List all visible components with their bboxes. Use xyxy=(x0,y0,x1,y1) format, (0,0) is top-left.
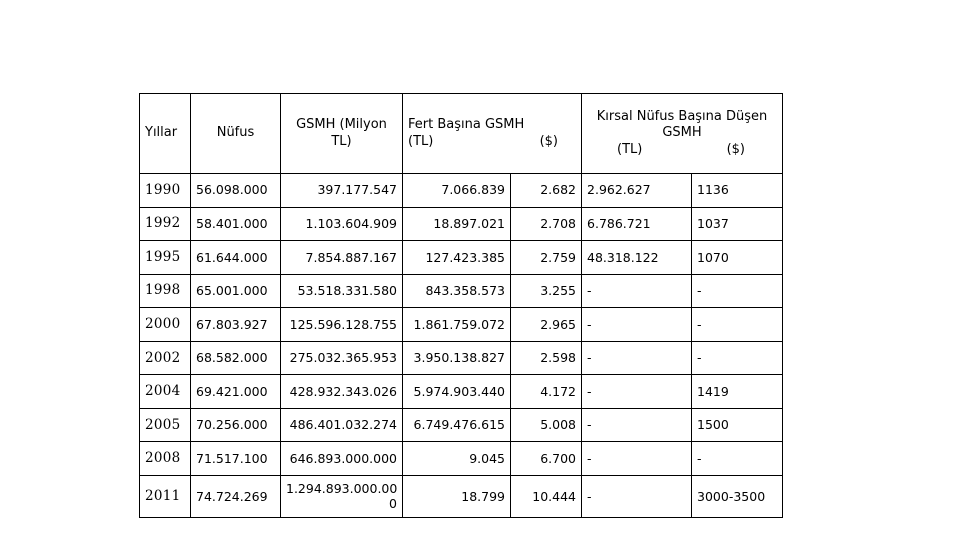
header-fert-usd: ($) xyxy=(539,133,559,149)
table-row xyxy=(140,341,783,375)
header-gsmh-line1: GSMH (Milyon xyxy=(296,117,387,133)
cell-kirsal-tl: - xyxy=(582,274,692,308)
cell-year: 2002 xyxy=(140,341,191,375)
cell-kirsal-tl: 48.318.122 xyxy=(582,241,692,275)
header-gsmh xyxy=(281,94,403,174)
cell-year: 2008 xyxy=(140,442,191,476)
header-kirsal-line2: GSMH xyxy=(662,125,702,141)
table-row xyxy=(140,207,783,241)
cell-fert-tl: 9.045 xyxy=(403,442,511,476)
population-gnp-table xyxy=(139,93,783,518)
cell-year: 1992 xyxy=(140,207,191,241)
cell-gsmh-line1: 1.294.893.000.00 xyxy=(286,480,398,496)
cell-fert-usd: 2.965 xyxy=(511,308,582,342)
header-yillar: Yıllar xyxy=(140,94,191,174)
header-kirsal-units xyxy=(587,142,777,158)
cell-gsmh: 125.596.128.755 xyxy=(281,308,403,342)
cell-kirsal-usd: - xyxy=(692,274,783,308)
cell-gsmh: 428.932.343.026 xyxy=(281,375,403,409)
cell-kirsal-tl: - xyxy=(582,442,692,476)
cell-nufus: 74.724.269 xyxy=(191,475,281,517)
cell-gsmh: 53.518.331.580 xyxy=(281,274,403,308)
cell-fert-tl: 127.423.385 xyxy=(403,241,511,275)
header-row xyxy=(140,94,783,174)
cell-nufus: 68.582.000 xyxy=(191,341,281,375)
cell-kirsal-usd: - xyxy=(692,308,783,342)
cell-nufus: 56.098.000 xyxy=(191,174,281,208)
cell-fert-usd: 2.708 xyxy=(511,207,582,241)
header-fert-tl: (TL) xyxy=(408,133,434,149)
cell-nufus: 70.256.000 xyxy=(191,408,281,442)
table-row xyxy=(140,408,783,442)
cell-gsmh: 486.401.032.274 xyxy=(281,408,403,442)
cell-gsmh: 275.032.365.953 xyxy=(281,341,403,375)
cell-nufus: 61.644.000 xyxy=(191,241,281,275)
cell-fert-tl: 7.066.839 xyxy=(403,174,511,208)
cell-year: 1990 xyxy=(140,174,191,208)
cell-year: 1998 xyxy=(140,274,191,308)
cell-nufus: 69.421.000 xyxy=(191,375,281,409)
cell-fert-usd: 3.255 xyxy=(511,274,582,308)
cell-kirsal-tl: - xyxy=(582,408,692,442)
table-row xyxy=(140,308,783,342)
cell-year: 1995 xyxy=(140,241,191,275)
cell-fert-tl: 3.950.138.827 xyxy=(403,341,511,375)
cell-kirsal-tl: - xyxy=(582,341,692,375)
header-fert-units xyxy=(408,134,576,150)
cell-gsmh xyxy=(281,475,403,517)
cell-fert-usd: 6.700 xyxy=(511,442,582,476)
header-fert xyxy=(403,94,582,174)
cell-gsmh: 397.177.547 xyxy=(281,174,403,208)
cell-kirsal-tl: - xyxy=(582,308,692,342)
cell-fert-usd: 10.444 xyxy=(511,475,582,517)
cell-kirsal-usd: 3000-3500 xyxy=(692,475,783,517)
cell-kirsal-usd: 1136 xyxy=(692,174,783,208)
header-kirsal-tl: (TL) xyxy=(617,141,643,157)
cell-fert-usd: 2.759 xyxy=(511,241,582,275)
header-fert-line1: Fert Başına GSMH xyxy=(408,117,525,133)
cell-fert-tl: 843.358.573 xyxy=(403,274,511,308)
table-row xyxy=(140,442,783,476)
cell-gsmh: 646.893.000.000 xyxy=(281,442,403,476)
header-nufus: Nüfus xyxy=(191,94,281,174)
cell-kirsal-usd: 1070 xyxy=(692,241,783,275)
cell-year: 2005 xyxy=(140,408,191,442)
cell-fert-tl: 6.749.476.615 xyxy=(403,408,511,442)
cell-gsmh: 7.854.887.167 xyxy=(281,241,403,275)
table-row xyxy=(140,274,783,308)
cell-fert-usd: 2.682 xyxy=(511,174,582,208)
cell-nufus: 58.401.000 xyxy=(191,207,281,241)
header-kirsal xyxy=(582,94,783,174)
cell-kirsal-tl: - xyxy=(582,375,692,409)
cell-kirsal-tl: 2.962.627 xyxy=(582,174,692,208)
cell-kirsal-usd: - xyxy=(692,442,783,476)
table-row xyxy=(140,475,783,517)
cell-fert-tl: 18.799 xyxy=(403,475,511,517)
cell-nufus: 67.803.927 xyxy=(191,308,281,342)
cell-year: 2011 xyxy=(140,475,191,517)
cell-fert-usd: 2.598 xyxy=(511,341,582,375)
cell-nufus: 71.517.100 xyxy=(191,442,281,476)
cell-kirsal-usd: 1037 xyxy=(692,207,783,241)
cell-year: 2000 xyxy=(140,308,191,342)
cell-fert-tl: 18.897.021 xyxy=(403,207,511,241)
cell-kirsal-usd: 1419 xyxy=(692,375,783,409)
cell-fert-tl: 5.974.903.440 xyxy=(403,375,511,409)
cell-year: 2004 xyxy=(140,375,191,409)
cell-gsmh-line2: 0 xyxy=(389,496,397,512)
table-row xyxy=(140,375,783,409)
cell-kirsal-usd: 1500 xyxy=(692,408,783,442)
cell-kirsal-usd: - xyxy=(692,341,783,375)
cell-kirsal-tl: - xyxy=(582,475,692,517)
cell-fert-usd: 4.172 xyxy=(511,375,582,409)
table-row xyxy=(140,174,783,208)
cell-fert-usd: 5.008 xyxy=(511,408,582,442)
header-gsmh-line2: TL) xyxy=(331,133,352,149)
cell-kirsal-tl: 6.786.721 xyxy=(582,207,692,241)
cell-fert-tl: 1.861.759.072 xyxy=(403,308,511,342)
cell-nufus: 65.001.000 xyxy=(191,274,281,308)
cell-gsmh: 1.103.604.909 xyxy=(281,207,403,241)
table-row xyxy=(140,241,783,275)
header-kirsal-line1: Kırsal Nüfus Başına Düşen xyxy=(596,109,768,125)
header-kirsal-usd: ($) xyxy=(726,141,746,157)
